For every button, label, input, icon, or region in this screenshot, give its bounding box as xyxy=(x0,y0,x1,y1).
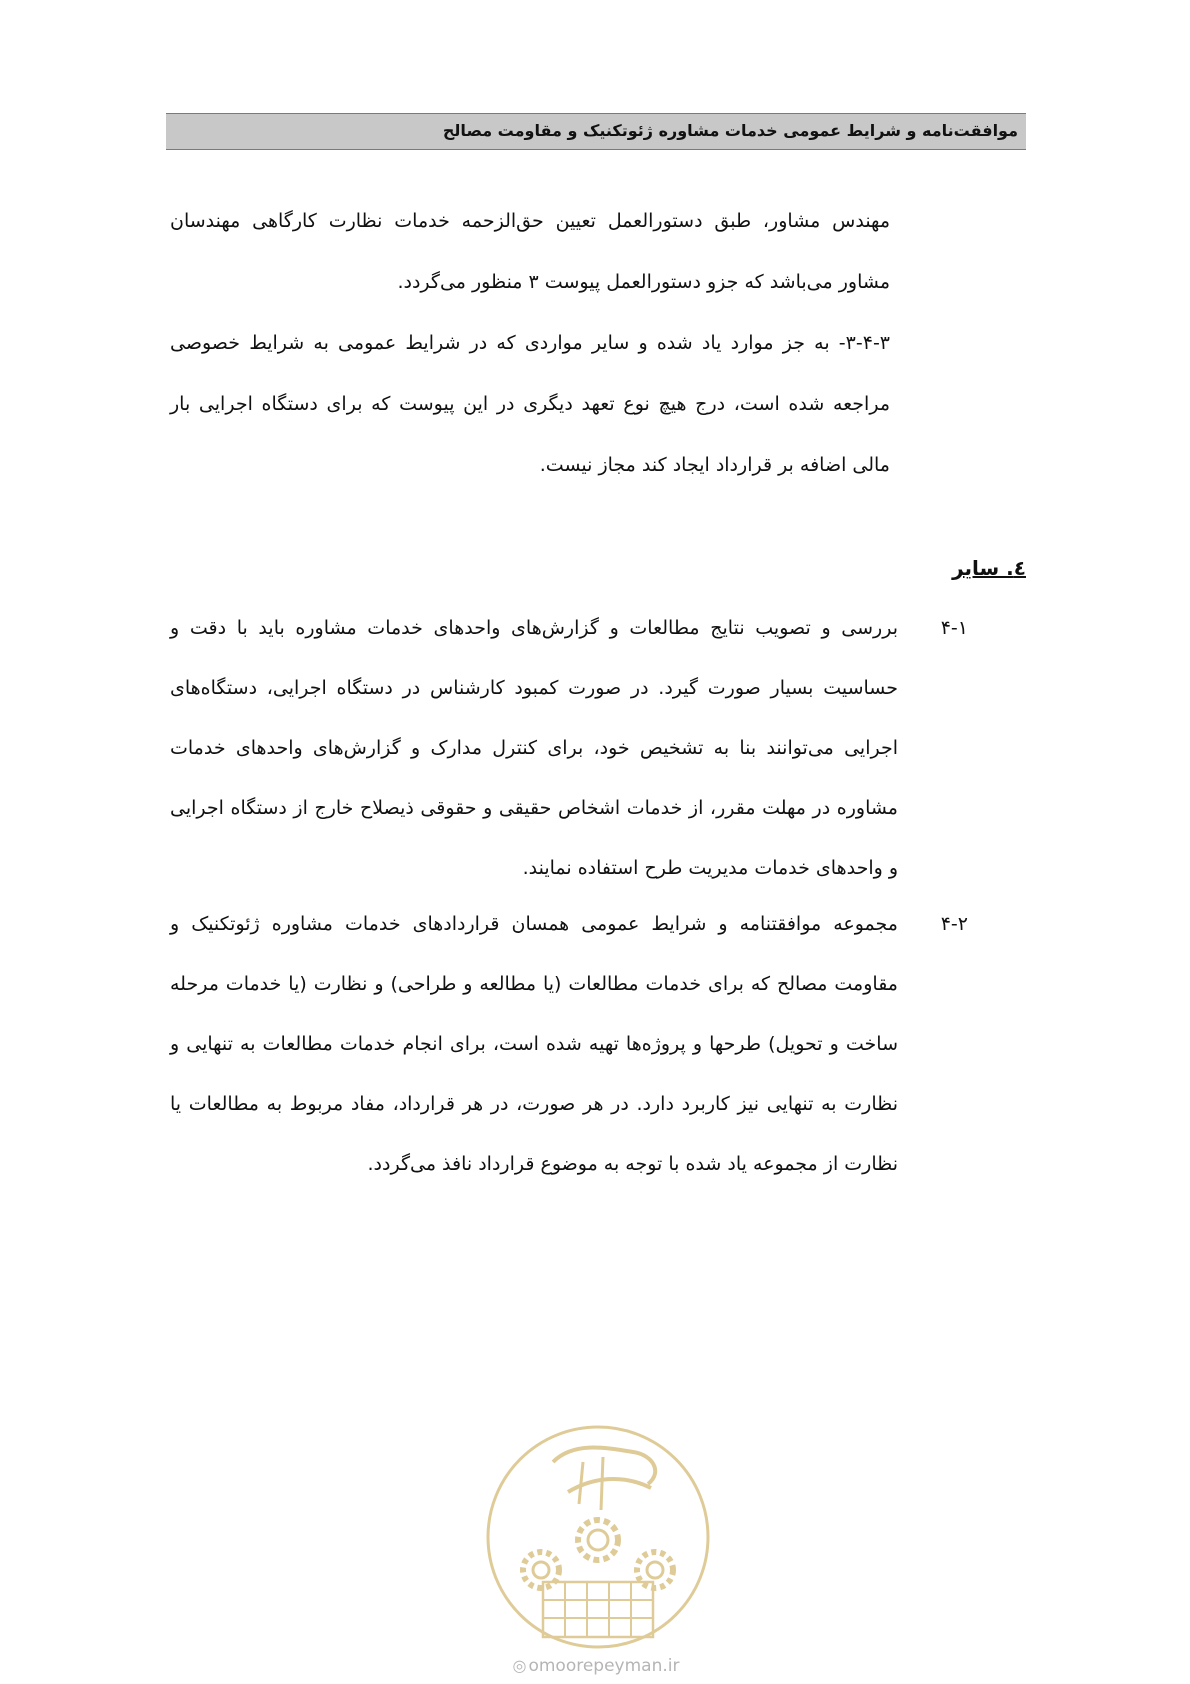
continuation-paragraph: مهندس مشاور، طبق دستورالعمل تعیین حق‌الزحمه خدمات نظارت کارگاهی مهندسان مشاور می‌باشد که جزو دستورالعمل پیوست ۳ منظور می‌گردد. xyxy=(170,210,890,293)
instagram-icon: ◎ xyxy=(512,1656,527,1675)
header-title: موافقت‌نامه و شرایط عمومی خدمات مشاوره ژئوتکنیک و مقاومت مصالح xyxy=(442,121,1018,140)
watermark-site-text: omoorepeyman.ir xyxy=(528,1656,680,1676)
list-item: بررسی و تصویب نتایج مطالعات و گزارش‌های واحدهای خدمات مشاوره باید با دقت و حساسیت بسیار صورت گیرد. در صورت کمبود کارشناس در دستگاه اجرایی، دستگاه‌های اجرایی می‌توانند بنا به تشخیص خود، برای کنترل مدارک و گزارش‌های واحدهای خدمات مشاوره در مهلت مقرر، از خدمات اشخاص حقیقی و حقوقی ذیصلاح خارج از دستگاه اجرایی و واحدهای خدمات مدیریت طرح استفاده نمایند. xyxy=(170,617,898,879)
page-header xyxy=(166,113,1026,150)
clause-3-4-3-paragraph: ۳-۴-۳- به جز موارد یاد شده و سایر مواردی که در شرایط عمومی به شرایط خصوصی مراجعه شده است، درج هیچ نوع تعهد دیگری در این پیوست که برای دستگاه اجرایی بار مالی اضافه بر قرارداد ایجاد کند مجاز نیست. xyxy=(170,332,890,476)
watermark-seal-logo xyxy=(483,1422,713,1652)
item-number: ۴-۱ xyxy=(940,617,968,639)
section-heading: ٤. سایر xyxy=(952,556,1026,580)
watermark-site xyxy=(496,1656,696,1676)
item-number: ۴-۲ xyxy=(940,913,968,935)
list-item: مجموعه موافقتنامه و شرایط عمومی همسان قراردادهای خدمات مشاوره ژئوتکنیک و مقاومت مصالح که برای خدمات مطالعات (یا مطالعه و طراحی) و نظارت (یا خدمات مرحله ساخت و تحویل) طرحها و پروژه‌ها تهیه شده است، برای انجام خدمات مطالعات به تنهایی و نظارت به تنهایی نیز کاربرد دارد. در هر صورت، در هر قرارداد، مفاد مربوط به مطالعات یا نظارت از مجموعه یاد شده با توجه به موضوع قرارداد نافذ می‌گردد. xyxy=(170,913,898,1175)
